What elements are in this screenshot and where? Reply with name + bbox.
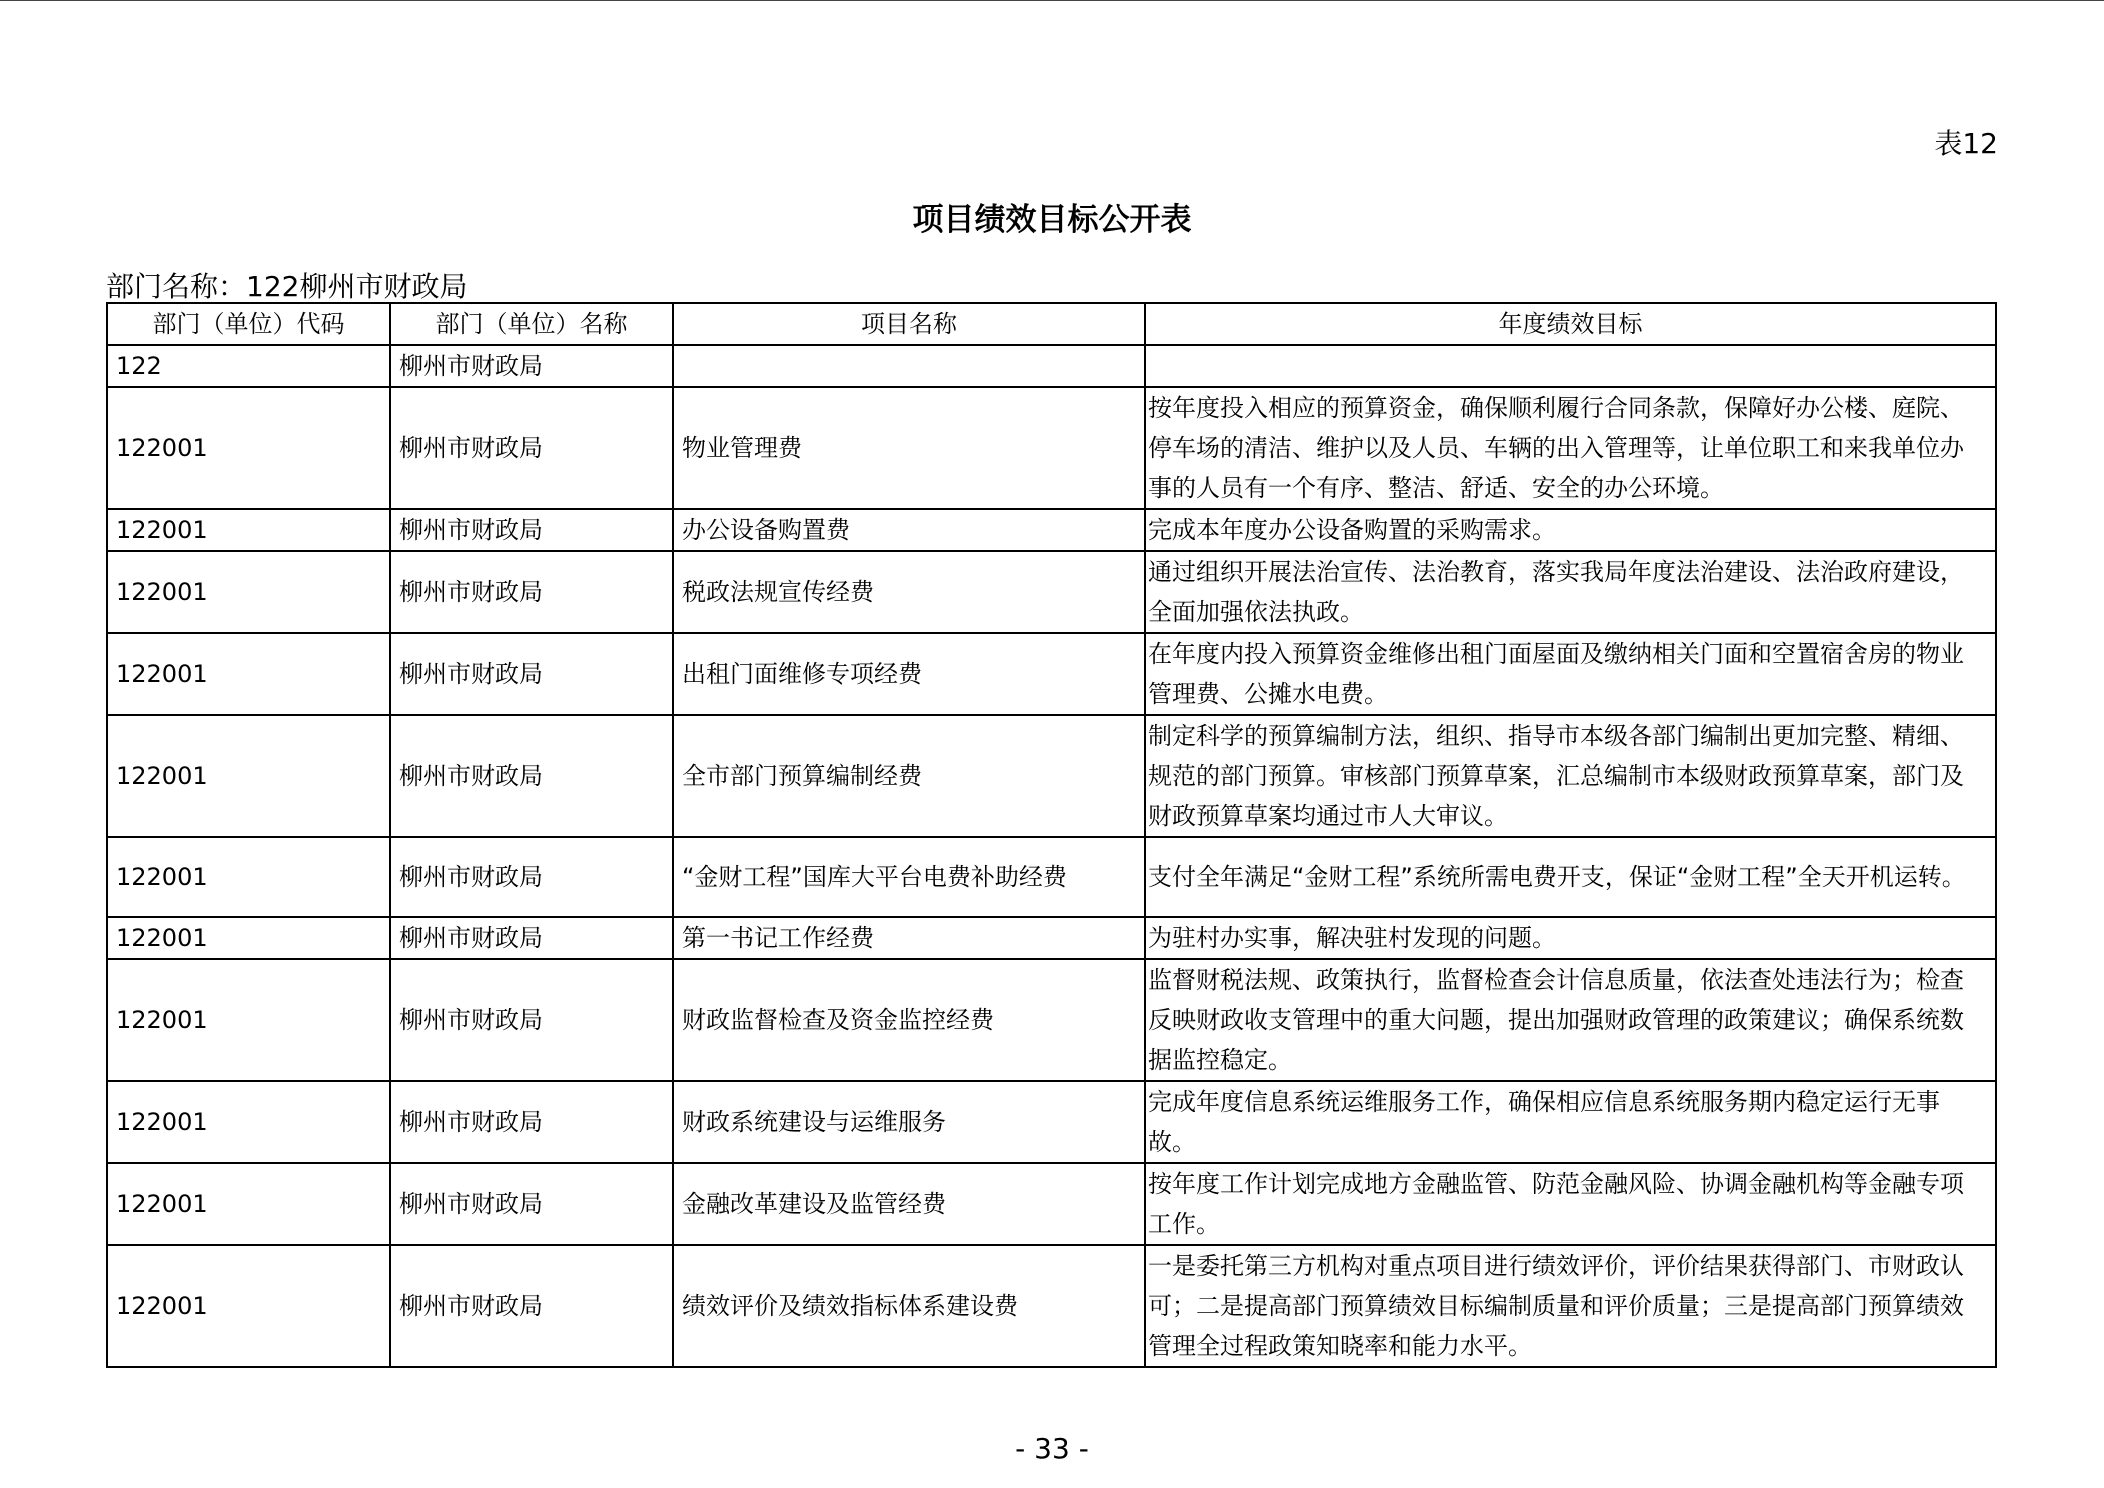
cell-project: 税政法规宣传经费	[673, 551, 1145, 633]
table-row	[107, 387, 1996, 509]
table-row	[107, 1245, 1996, 1367]
table-row	[107, 917, 1996, 959]
cell-project: 物业管理费	[673, 387, 1145, 509]
table-row	[107, 345, 1996, 387]
top-border-line	[0, 0, 2104, 1]
cell-project: 绩效评价及绩效指标体系建设费	[673, 1245, 1145, 1367]
cell-code: 122001	[107, 715, 390, 837]
cell-project: 全市部门预算编制经费	[673, 715, 1145, 837]
cell-goal: 监督财税法规、政策执行，监督检查会计信息质量，依法查处违法行为；检查反映财政收支管理中的重大问题，提出加强财政管理的政策建议；确保系统数据监控稳定。	[1145, 959, 1996, 1081]
table-row	[107, 837, 1996, 917]
table-row	[107, 715, 1996, 837]
cell-code: 122001	[107, 917, 390, 959]
table-row	[107, 1163, 1996, 1245]
cell-goal: 完成本年度办公设备购置的采购需求。	[1145, 509, 1996, 551]
cell-project: 财政系统建设与运维服务	[673, 1081, 1145, 1163]
cell-code: 122001	[107, 551, 390, 633]
table-row	[107, 633, 1996, 715]
table-row	[107, 959, 1996, 1081]
cell-goal: 在年度内投入预算资金维修出租门面屋面及缴纳相关门面和空置宿舍房的物业管理费、公摊水电费。	[1145, 633, 1996, 715]
cell-project: 第一书记工作经费	[673, 917, 1145, 959]
cell-code: 122001	[107, 387, 390, 509]
cell-goal: 支付全年满足“金财工程”系统所需电费开支，保证“金财工程”全天开机运转。	[1145, 837, 1996, 917]
cell-project: 办公设备购置费	[673, 509, 1145, 551]
cell-goal: 通过组织开展法治宣传、法治教育，落实我局年度法治建设、法治政府建设，全面加强依法执政。	[1145, 551, 1996, 633]
cell-unit: 柳州市财政局	[390, 633, 673, 715]
cell-goal: 一是委托第三方机构对重点项目进行绩效评价，评价结果获得部门、市财政认可；二是提高部门预算绩效目标编制质量和评价质量；三是提高部门预算绩效管理全过程政策知晓率和能力水平。	[1145, 1245, 1996, 1367]
performance-table	[106, 302, 1997, 1368]
cell-unit: 柳州市财政局	[390, 345, 673, 387]
department-label: 部门名称：122柳州市财政局	[106, 270, 468, 303]
cell-unit: 柳州市财政局	[390, 1245, 673, 1367]
page-title: 项目绩效目标公开表	[912, 202, 1192, 238]
cell-unit: 柳州市财政局	[390, 551, 673, 633]
cell-project: 财政监督检查及资金监控经费	[673, 959, 1145, 1081]
cell-goal: 按年度投入相应的预算资金，确保顺利履行合同条款，保障好办公楼、庭院、停车场的清洁、维护以及人员、车辆的出入管理等，让单位职工和来我单位办事的人员有一个有序、整洁、舒适、安全的办公环境。	[1145, 387, 1996, 509]
page-number: - 33 -	[1015, 1432, 1089, 1465]
table-number: 表12	[1934, 127, 1998, 160]
table-row	[107, 551, 1996, 633]
cell-code: 122001	[107, 959, 390, 1081]
header-annual-goal: 年度绩效目标	[1145, 303, 1996, 345]
cell-code: 122001	[107, 1245, 390, 1367]
table-row	[107, 1081, 1996, 1163]
cell-code: 122001	[107, 1081, 390, 1163]
cell-unit: 柳州市财政局	[390, 837, 673, 917]
cell-code: 122001	[107, 1163, 390, 1245]
cell-code: 122	[107, 345, 390, 387]
cell-unit: 柳州市财政局	[390, 715, 673, 837]
table-row	[107, 509, 1996, 551]
cell-goal: 按年度工作计划完成地方金融监管、防范金融风险、协调金融机构等金融专项工作。	[1145, 1163, 1996, 1245]
header-project-name: 项目名称	[673, 303, 1145, 345]
cell-goal: 为驻村办实事，解决驻村发现的问题。	[1145, 917, 1996, 959]
cell-unit: 柳州市财政局	[390, 509, 673, 551]
cell-goal	[1145, 345, 1996, 387]
cell-project: 出租门面维修专项经费	[673, 633, 1145, 715]
header-unit-code: 部门（单位）代码	[107, 303, 390, 345]
cell-goal: 制定科学的预算编制方法，组织、指导市本级各部门编制出更加完整、精细、规范的部门预算。审核部门预算草案，汇总编制市本级财政预算草案，部门及财政预算草案均通过市人大审议。	[1145, 715, 1996, 837]
cell-code: 122001	[107, 633, 390, 715]
cell-unit: 柳州市财政局	[390, 917, 673, 959]
header-unit-name: 部门（单位）名称	[390, 303, 673, 345]
cell-code: 122001	[107, 509, 390, 551]
cell-project: 金融改革建设及监管经费	[673, 1163, 1145, 1245]
cell-project	[673, 345, 1145, 387]
cell-unit: 柳州市财政局	[390, 959, 673, 1081]
cell-unit: 柳州市财政局	[390, 1081, 673, 1163]
cell-project: “金财工程”国库大平台电费补助经费	[673, 837, 1145, 917]
cell-code: 122001	[107, 837, 390, 917]
table-header-row	[107, 303, 1996, 345]
cell-unit: 柳州市财政局	[390, 1163, 673, 1245]
cell-unit: 柳州市财政局	[390, 387, 673, 509]
cell-goal: 完成年度信息系统运维服务工作，确保相应信息系统服务期内稳定运行无事故。	[1145, 1081, 1996, 1163]
